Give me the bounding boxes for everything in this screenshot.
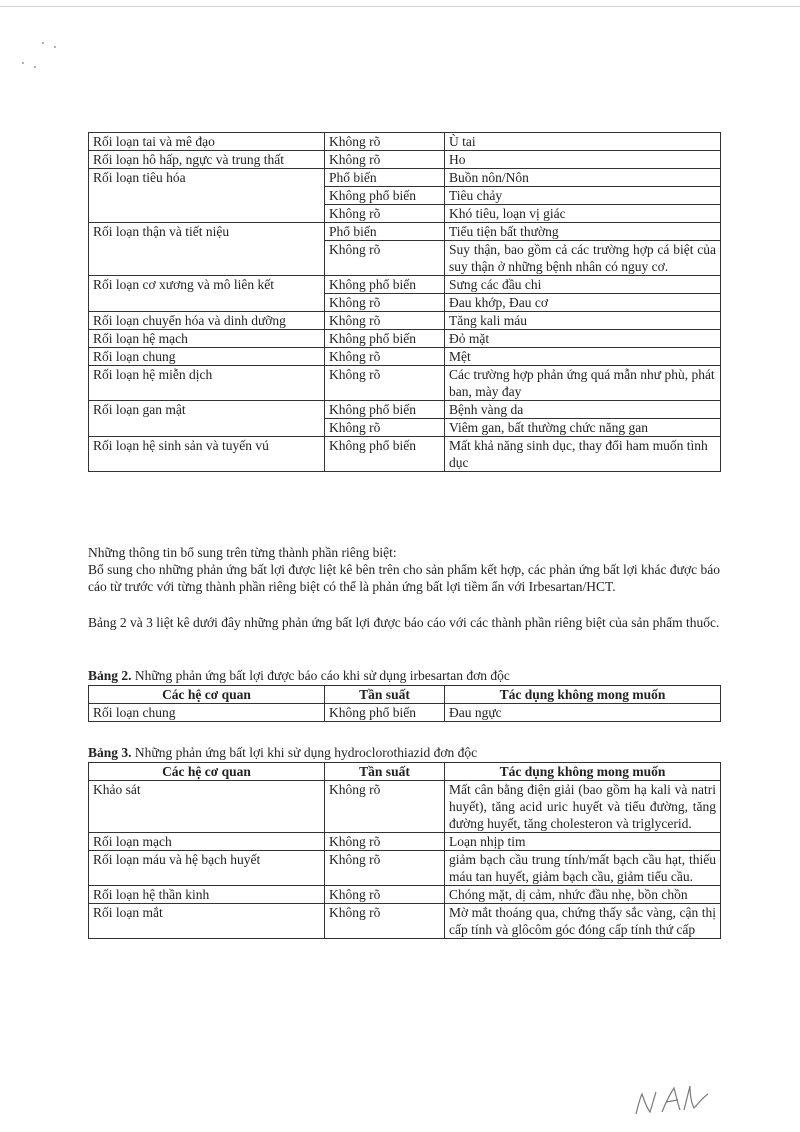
- table-header-row: [89, 763, 721, 781]
- table-row: [89, 886, 721, 904]
- adverse-reactions-table: [88, 132, 721, 472]
- table-row: [89, 312, 721, 330]
- table-row: [89, 401, 721, 419]
- header-frequency: Tần suất: [325, 763, 445, 781]
- header-effect: Tác dụng không mong muốn: [445, 686, 721, 704]
- organ-cell: Rối loạn máu và hệ bạch huyết: [89, 851, 325, 886]
- organ-cell: Rối loạn mắt: [89, 904, 325, 939]
- organ-cell: Rối loạn gan mật: [89, 401, 325, 437]
- effect-cell: Các trường hợp phản ứng quá mẫn như phù, phát ban, mày đay: [445, 366, 721, 401]
- organ-cell: Rối loạn hệ thần kinh: [89, 886, 325, 904]
- table3-caption-label: Bảng 3.: [88, 745, 132, 760]
- frequency-cell: Không rõ: [325, 205, 445, 223]
- table-row: [89, 437, 721, 472]
- effect-cell: Ù tai: [445, 133, 721, 151]
- table-row: [89, 366, 721, 401]
- effect-cell: Mệt: [445, 348, 721, 366]
- organ-cell: Rối loạn tai và mê đạo: [89, 133, 325, 151]
- frequency-cell: Không rõ: [325, 151, 445, 169]
- effect-cell: Loạn nhịp tim: [445, 833, 721, 851]
- table2-caption-label: Bảng 2.: [88, 668, 132, 683]
- effect-cell: Mờ mắt thoáng qua, chứng thấy sắc vàng, cận thị cấp tính và glôcôm góc đóng cấp tính thứ cấp: [445, 904, 721, 939]
- page-top-line: [0, 6, 800, 7]
- table-row: [89, 276, 721, 294]
- effect-cell: Tiểu tiện bất thường: [445, 223, 721, 241]
- frequency-cell: Không rõ: [325, 904, 445, 939]
- frequency-cell: Không rõ: [325, 312, 445, 330]
- organ-cell: Rối loạn chuyển hóa và dinh dưỡng: [89, 312, 325, 330]
- frequency-cell: Không phổ biến: [325, 330, 445, 348]
- frequency-cell: Không rõ: [325, 781, 445, 833]
- organ-cell: Rối loạn mạch: [89, 833, 325, 851]
- handwritten-signature: [632, 1080, 712, 1120]
- effect-cell: Buồn nôn/Nôn: [445, 169, 721, 187]
- frequency-cell: Không phổ biến: [325, 401, 445, 419]
- table-row: [89, 133, 721, 151]
- table-row: [89, 781, 721, 833]
- effect-cell: Ho: [445, 151, 721, 169]
- effect-cell: Đau khớp, Đau cơ: [445, 294, 721, 312]
- table3-caption-text: Những phản ứng bất lợi khi sử dụng hydroclorothiazid đơn độc: [131, 745, 478, 760]
- paragraph-additional-info-heading: Những thông tin bổ sung trên từng thành phần riêng biệt:: [88, 545, 397, 560]
- organ-cell: Rối loạn cơ xương và mô liên kết: [89, 276, 325, 312]
- table-row: [89, 851, 721, 886]
- frequency-cell: Không rõ: [325, 833, 445, 851]
- organ-cell: Rối loạn hệ mạch: [89, 330, 325, 348]
- organ-cell: Rối loạn hệ sinh sản và tuyến vú: [89, 437, 325, 472]
- frequency-cell: Không rõ: [325, 366, 445, 401]
- frequency-cell: Phổ biến: [325, 169, 445, 187]
- table-row: [89, 704, 721, 722]
- organ-cell: Rối loạn thận và tiết niệu: [89, 223, 325, 276]
- organ-cell: Rối loạn tiêu hóa: [89, 169, 325, 223]
- effect-cell: Sưng các đầu chi: [445, 276, 721, 294]
- irbesartan-table: [88, 685, 721, 722]
- effect-cell: Viêm gan, bất thường chức năng gan: [445, 419, 721, 437]
- header-organ: Các hệ cơ quan: [89, 686, 325, 704]
- effect-cell: Khó tiêu, loạn vị giác: [445, 205, 721, 223]
- frequency-cell: Không phổ biến: [325, 187, 445, 205]
- frequency-cell: Không rõ: [325, 886, 445, 904]
- effect-cell: Đỏ mặt: [445, 330, 721, 348]
- frequency-cell: Không phổ biến: [325, 704, 445, 722]
- effect-cell: Chóng mặt, dị cảm, nhức đầu nhẹ, bồn chồn: [445, 886, 721, 904]
- table-row: [89, 348, 721, 366]
- frequency-cell: Không phổ biến: [325, 276, 445, 294]
- table-row: [89, 330, 721, 348]
- frequency-cell: Phổ biến: [325, 223, 445, 241]
- effect-cell: Mất khả năng sinh dục, thay đổi ham muốn tình dục: [445, 437, 721, 472]
- table2-caption: [88, 667, 510, 684]
- paragraph-additional-info: Bổ sung cho những phản ứng bất lợi được liệt kê bên trên cho sản phẩm kết hợp, các phản ứng bất lợi khác được báo cáo từ trước với từng thành phần riêng biệt có thể là phản ứng bất lợi tiềm ẩn với Irbesartan/HCT.: [88, 562, 720, 594]
- scan-specks: [18, 40, 68, 80]
- frequency-cell: Không rõ: [325, 241, 445, 276]
- organ-cell: Rối loạn hô hấp, ngực và trung thất: [89, 151, 325, 169]
- hydroclorothiazid-table: [88, 762, 721, 939]
- table-row: [89, 223, 721, 241]
- effect-cell: Bệnh vàng da: [445, 401, 721, 419]
- table-header-row: [89, 686, 721, 704]
- header-effect: Tác dụng không mong muốn: [445, 763, 721, 781]
- organ-cell: Rối loạn hệ miễn dịch: [89, 366, 325, 401]
- frequency-cell: Không rõ: [325, 419, 445, 437]
- organ-cell: Rối loạn chung: [89, 704, 325, 722]
- frequency-cell: Không phổ biến: [325, 437, 445, 472]
- effect-cell: Suy thận, bao gồm cả các trường hợp cá biệt của suy thận ở những bệnh nhân có nguy cơ.: [445, 241, 721, 276]
- table2-caption-text: Những phản ứng bất lợi được báo cáo khi sử dụng irbesartan đơn độc: [131, 668, 510, 683]
- effect-cell: Tăng kali máu: [445, 312, 721, 330]
- frequency-cell: Không rõ: [325, 348, 445, 366]
- table-row: [89, 151, 721, 169]
- header-organ: Các hệ cơ quan: [89, 763, 325, 781]
- header-frequency: Tần suất: [325, 686, 445, 704]
- organ-cell: Khảo sát: [89, 781, 325, 833]
- effect-cell: Tiêu chảy: [445, 187, 721, 205]
- frequency-cell: Không rõ: [325, 133, 445, 151]
- effect-cell: Mất cân bằng điện giải (bao gồm hạ kali và natri huyết), tăng acid uric huyết và tiểu đường, tăng đường huyết, tăng cholesteron và triglycerid.: [445, 781, 721, 833]
- table-row: [89, 169, 721, 187]
- effect-cell: Đau ngực: [445, 704, 721, 722]
- effect-cell: giảm bạch cầu trung tính/mất bạch cầu hạt, thiếu máu tan huyết, giảm bạch cầu, giảm tiểu cầu.: [445, 851, 721, 886]
- table-row: [89, 833, 721, 851]
- organ-cell: Rối loạn chung: [89, 348, 325, 366]
- frequency-cell: Không rõ: [325, 851, 445, 886]
- paragraph-tables-intro: Bảng 2 và 3 liệt kê dưới đây những phản ứng bất lợi được báo cáo với các thành phần riêng biệt của sản phẩm thuốc.: [88, 615, 720, 630]
- table-row: [89, 904, 721, 939]
- table3-caption: [88, 744, 477, 761]
- frequency-cell: Không rõ: [325, 294, 445, 312]
